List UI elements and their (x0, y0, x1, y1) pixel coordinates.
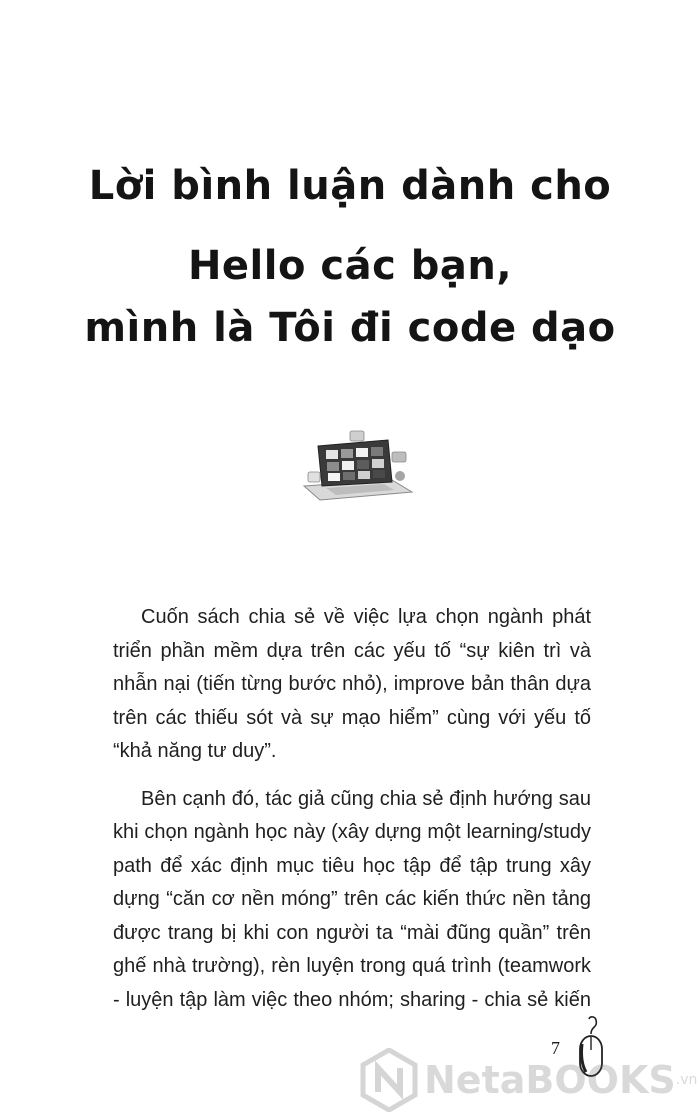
text-line: “khả năng tư duy”. (113, 740, 277, 762)
text-line: dựng “căn cơ nền móng” trên các kiến thức nền tảng (113, 888, 591, 910)
text-line: khi chọn ngành học này (xây dựng một learning/study (113, 821, 591, 843)
text-line: Bên cạnh đó, tác giả cũng chia sẻ định hướng sau (141, 787, 591, 810)
text-line: path để xác định mục tiêu học tập để tập trung xây (113, 854, 591, 877)
page-number: 7 (551, 1038, 560, 1058)
paragraph-2 (113, 783, 591, 1018)
watermark-suffix: .vn (675, 1072, 698, 1088)
watermark (360, 1040, 700, 1120)
text-line: nhẫn nại (tiến từng bước nhỏ), improve bản thân dựa (113, 673, 591, 695)
chapter-title-line-2: Hello các bạn, (187, 243, 513, 289)
laptop-apps-icon (296, 428, 416, 504)
text-line: trên các thiếu sót và sự mạo hiểm” cùng với yếu tố (113, 706, 591, 729)
netabooks-logo-icon (360, 1048, 418, 1112)
chapter-title-line-3: mình là Tôi đi code dạo (84, 305, 616, 351)
paragraph-1 (113, 601, 591, 769)
text-line: triển phần mềm dựa trên các yếu tố “sự kiên trì và (113, 639, 591, 662)
text-line: - luyện tập làm việc theo nhóm; sharing - chia sẻ kiến (113, 988, 591, 1011)
text-line: ghế nhà trường), rèn luyện trong quá trình (teamwork (113, 955, 591, 977)
text-line: Cuốn sách chia sẻ về việc lựa chọn ngành phát (141, 606, 591, 628)
watermark-text: NetaBOOKS (424, 1058, 676, 1102)
text-line: được trang bị khi con người ta “mài đũng quần” trên (113, 921, 591, 944)
body-text (113, 601, 591, 1031)
chapter-title-line-1: Lời bình luận dành cho (88, 163, 612, 209)
